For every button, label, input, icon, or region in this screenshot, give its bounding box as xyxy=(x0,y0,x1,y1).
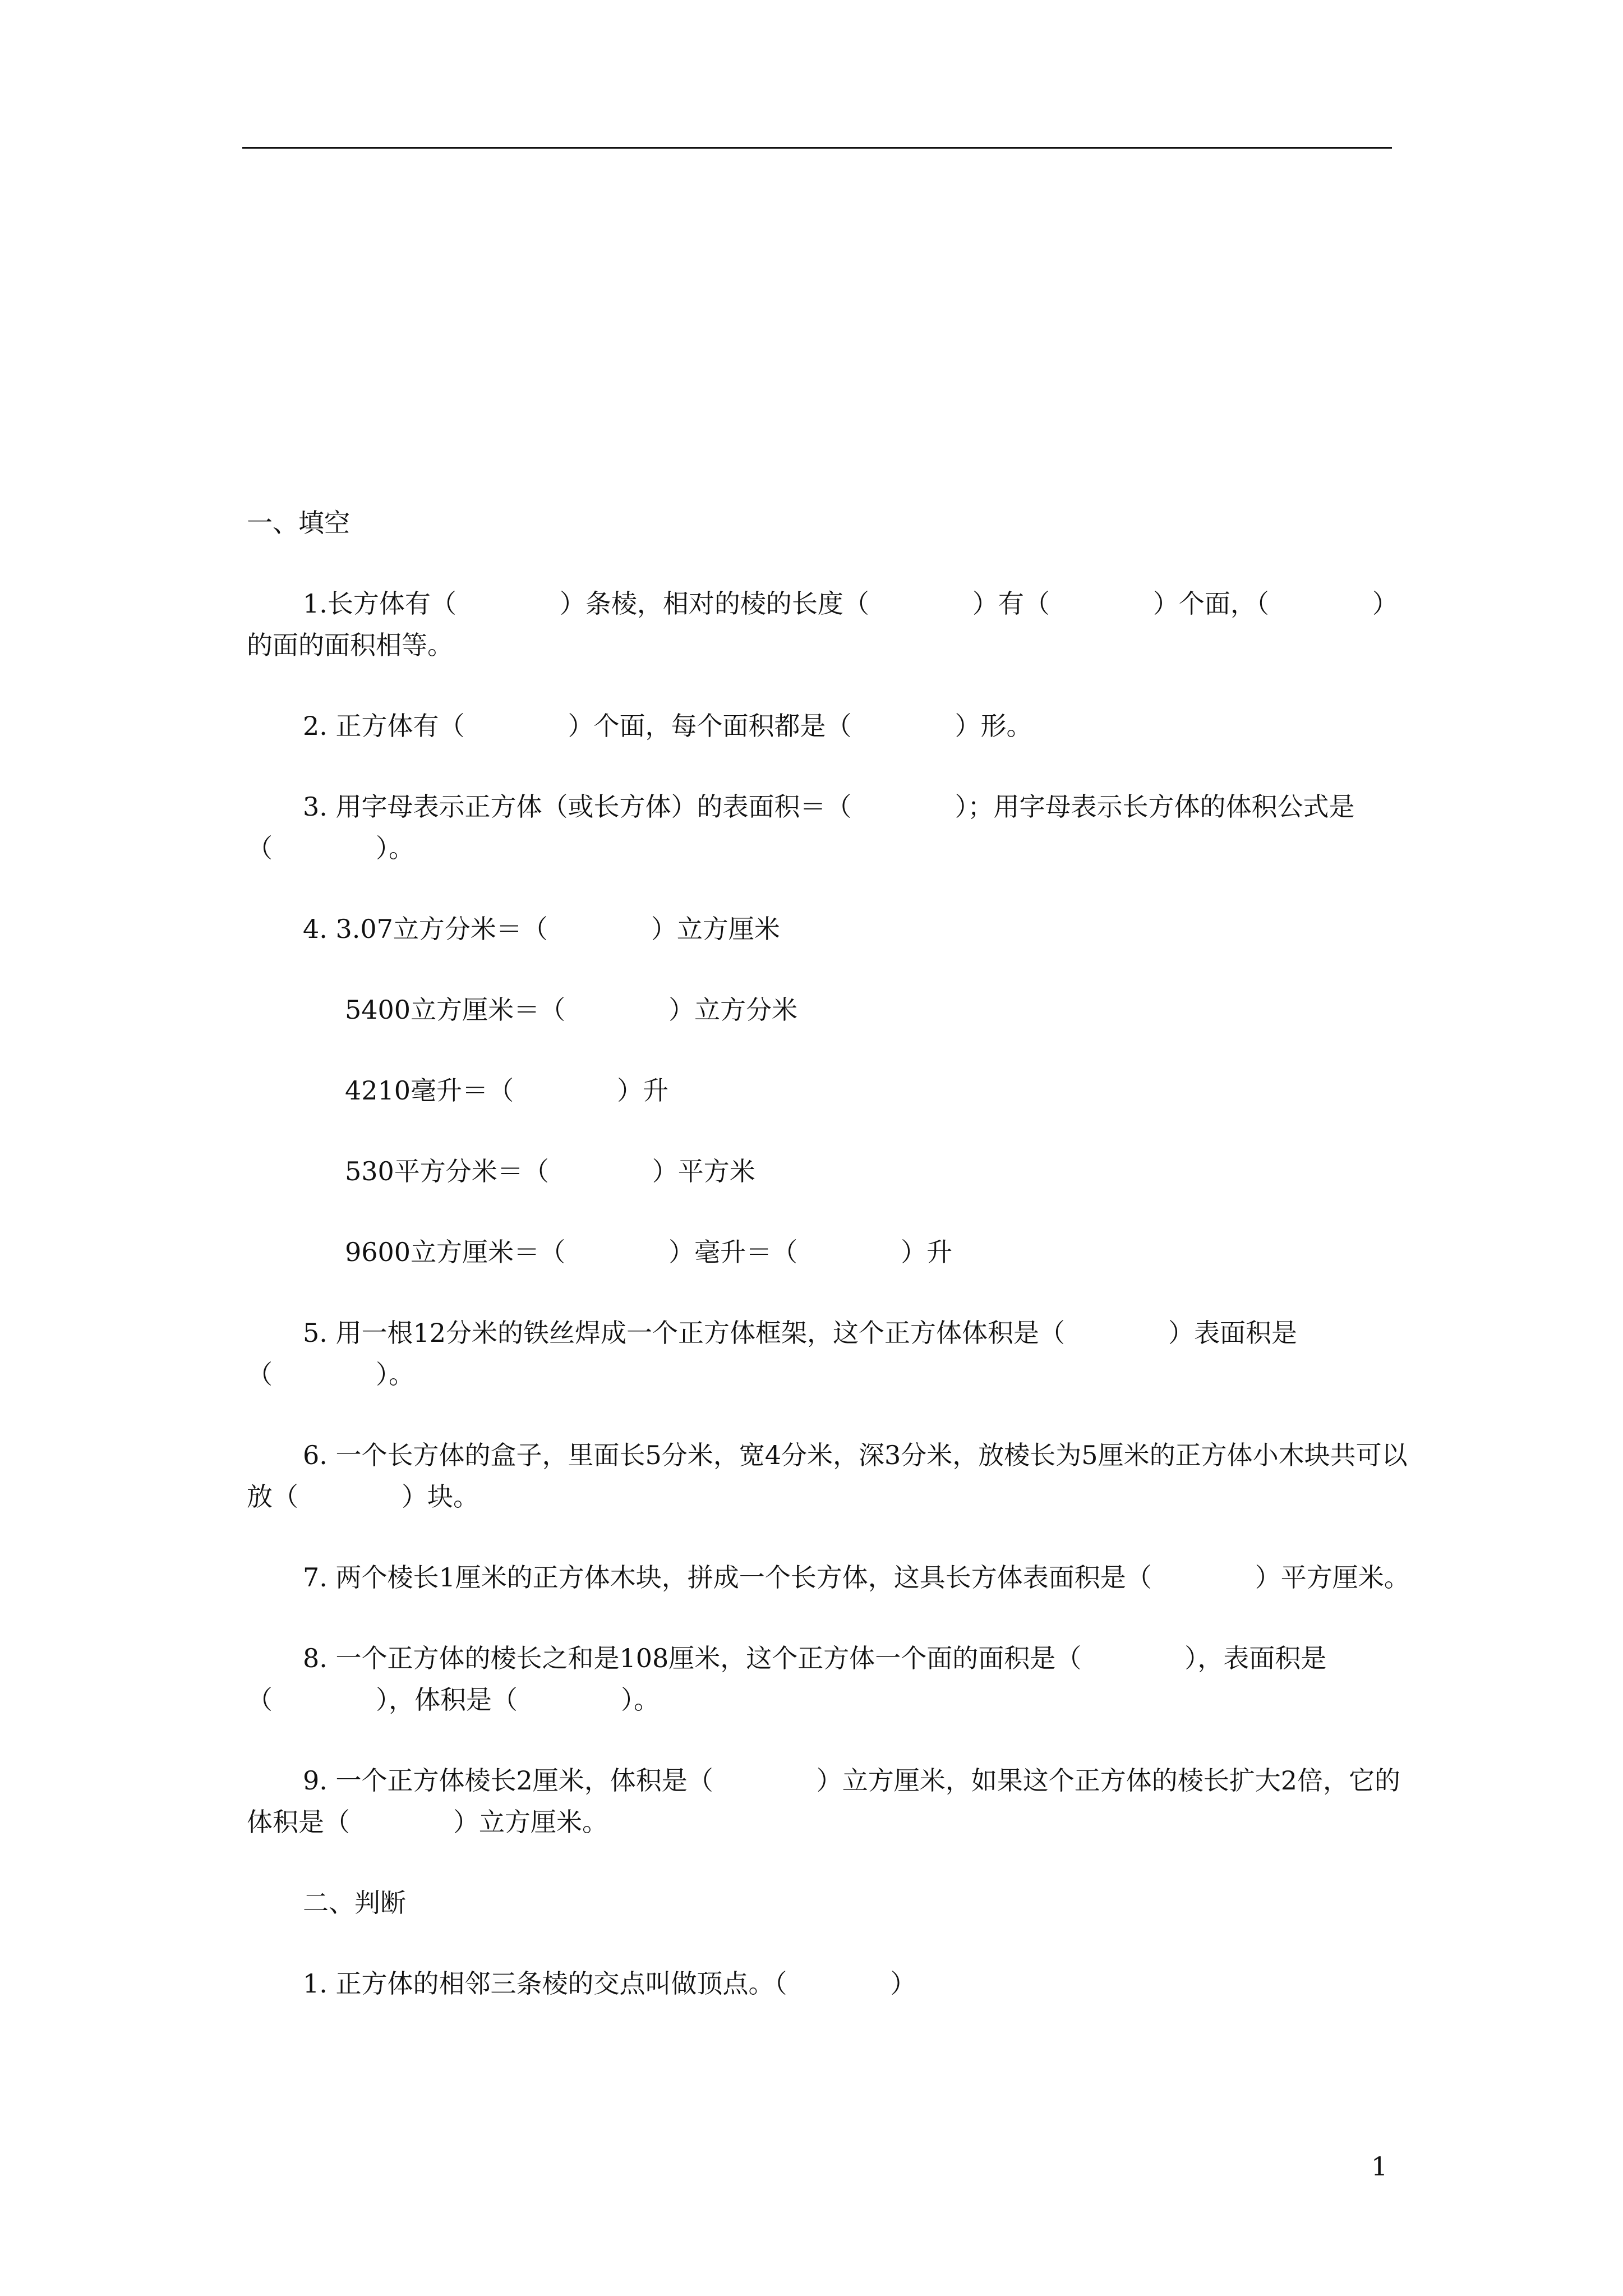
question-4-conversion-2: 5400立方厘米＝（ ）立方分米 xyxy=(345,995,798,1025)
question-4-conversion-3: 4210毫升＝（ ）升 xyxy=(345,1075,669,1106)
question-2: 2. 正方体有（ ）个面，每个面积都是（ ）形。 xyxy=(303,711,1032,741)
question-3: 3. 用字母表示正方体（或长方体）的表面积＝（ ）；用字母表示长方体的体积公式是（ ）。 xyxy=(247,792,1355,863)
section-heading-fill-blank: 一、填空 xyxy=(247,508,350,538)
question-4: 4. 3.07立方分米＝（ ）立方厘米 xyxy=(303,914,780,944)
header-rule xyxy=(242,147,1392,149)
question-7: 7. 两个棱长1厘米的正方体木块，拼成一个长方体，这具长方体表面积是（ ）平方厘米。 xyxy=(303,1562,1410,1593)
question-4-conversion-5: 9600立方厘米＝（ ）毫升＝（ ）升 xyxy=(345,1237,953,1267)
document-body xyxy=(247,502,1413,2004)
page-number: 1 xyxy=(1371,2151,1388,2182)
question-6: 6. 一个长方体的盒子，里面长5分米，宽4分米，深3分米，放棱长为5厘米的正方体小木块共可以放（ ）块。 xyxy=(247,1440,1408,1512)
question-5: 5. 用一根12分米的铁丝焊成一个正方体框架，这个正方体体积是（ ）表面积是（ ）。 xyxy=(247,1318,1298,1389)
section-heading-judgment: 二、判断 xyxy=(303,1888,406,1918)
question-4-conversion-4: 530平方分米＝（ ）平方米 xyxy=(345,1156,755,1186)
question-9: 9. 一个正方体棱长2厘米，体积是（ ）立方厘米，如果这个正方体的棱长扩大2倍，它的体积是（ ）立方厘米。 xyxy=(247,1765,1401,1837)
question-8: 8. 一个正方体的棱长之和是108厘米，这个正方体一个面的面积是（ ），表面积是（ ），体积是（ ）。 xyxy=(247,1643,1327,1715)
judgment-1: 1. 正方体的相邻三条棱的交点叫做顶点。（ ） xyxy=(303,1968,916,1999)
question-1: 1.长方体有（ ）条棱，相对的棱的长度（ ）有（ ）个面，（ ）的面的面积相等。 xyxy=(247,588,1398,660)
